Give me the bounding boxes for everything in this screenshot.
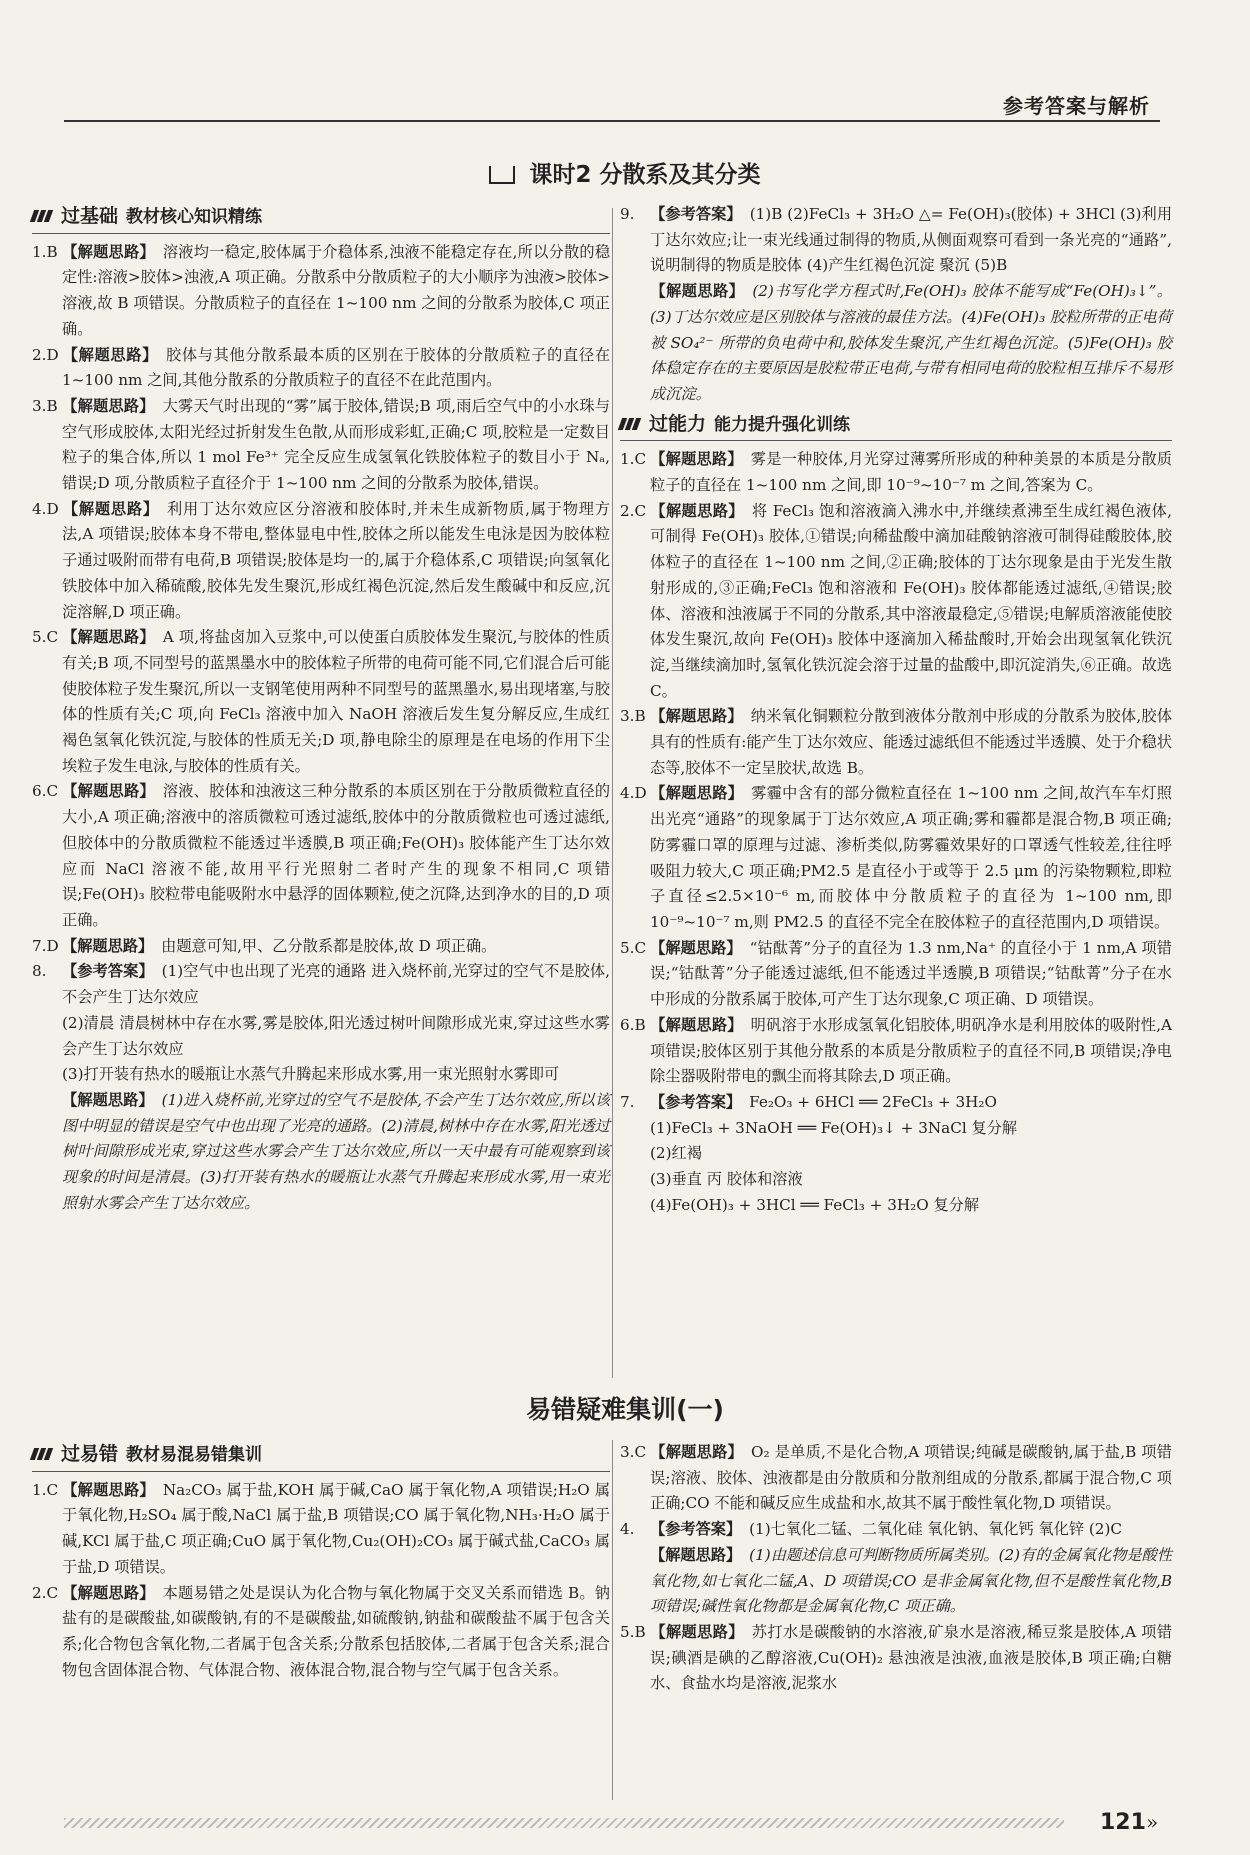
item-tag: 【解题思路】: [650, 1622, 744, 1641]
band-bars-icon: [32, 1442, 53, 1468]
item-text: 雾霾中含有的部分微粒直径在 1~100 nm 之间,故汽车车灯照出光亮“通路”的现象属于丁达尔效应,A 项正确;雾和霾都是混合物,B 项正确;防雾霾口罩的原理与过滤、渗析类似,防雾霾效果好的口罩透气性较差,往往呼吸阻力较大,C 项正确;PM2.5 是直径小于或等于 2.5 μm 的污染物颗粒,即粒子直径≤2.5×10⁻⁶ m,而胶体中分散质粒子的直径为 1~100 nm,即 10⁻⁹~10⁻⁷ m,则 PM2.5 的直径不完全在胶体粒子的直径范围内,D 项错误。: [650, 784, 1172, 931]
item-tag: 【解题思路】: [650, 282, 745, 301]
item-text: 本题易错之处是误认为化合物与氧化物属于交叉关系而错选 B。钠盐有的是碳酸盐,如碳酸钠,有的不是碳酸盐,如硫酸钠,钠盐和碳酸盐不属于包含关系;化合物包含氧化物,二者属于包含关系;分散系包括胶体,二者属于包含关系;混合物包含固体混合物、气体混合物、液体混合物,混合物与空气属于包含关系。: [62, 1583, 610, 1679]
page-footer: [64, 1810, 1164, 1836]
answer-item: [620, 781, 1172, 935]
item-number: 5.B: [620, 1622, 646, 1641]
answer-item: [620, 1543, 1172, 1620]
right-column-2: [620, 1440, 1172, 1697]
item-number: 1.C: [32, 1480, 59, 1499]
right-answer-list-b: [620, 447, 1172, 1218]
item-number: 5.C: [620, 938, 647, 957]
page-header: [64, 82, 1160, 122]
answer-item: [32, 625, 610, 779]
item-text: (2)书写化学方程式时,Fe(OH)₃ 胶体不能写成“Fe(OH)₃↓”。(3)丁达尔效应是区别胶体与溶液的最佳方法。(4)Fe(OH)₃ 胶粒所带的正电荷被 SO₄²⁻ 所带的负电荷中和,胶体发生聚沉,产生红褐色沉淀。(5)Fe(OH)₃ 胶体稳定存在的主要原因是胶粒带正电荷,与带有相同电荷的胶粒相互排斥不易形成沉淀。: [650, 282, 1172, 403]
answer-item: [620, 279, 1172, 408]
band-error-sub: 教材易混易错集训: [126, 1445, 263, 1465]
item-text: 利用丁达尔效应区分溶液和胶体时,并未生成新物质,属于物理方法,A 项错误;胶体本身不带电,整体显电中性,胶体之所以能发生电泳是因为胶体粒子通过吸附而带有电荷,B 项错误;胶体是均一的,属于介稳体系,C 项错误;向氢氧化铁胶体中加入稀硫酸,胶体先发生聚沉,形成红褐色沉淀,然后发生酸碱中和反应,沉淀溶解,D 项正确。: [62, 499, 611, 621]
item-text: 溶液、胶体和浊液这三种分散系的本质区别在于分散质微粒直径的大小,A 项正确;溶液中的溶质微粒可透过滤纸,胶体中的分散质微粒也可透过滤纸,但胶体中的分散质微粒不能透过半透膜,B 项正确;Fe(OH)₃ 胶体能产生丁达尔效应而 NaCl 溶液不能,故用平行光照射二者时产生的现象不相同,C 项错误;Fe(OH)₃ 胶粒带电能吸附水中悬浮的固体颗粒,使之沉降,达到净水的目的,D 项正确。: [62, 782, 611, 929]
item-number: 4.: [620, 1520, 635, 1539]
item-text: 由题意可知,甲、乙分散系都是胶体,故 D 项正确。: [161, 936, 497, 955]
item-tag: 【解题思路】: [62, 242, 155, 261]
item-text: (1)空气中也出现了光亮的通路 进入烧杯前,光穿过的空气不是胶体,不会产生丁达尔效应: [62, 962, 611, 1007]
column-divider: [612, 208, 613, 1378]
item-text: 大雾天气时出现的“雾”属于胶体,错误;B 项,雨后空气中的小水珠与空气形成胶体,太阳光经过折射发生色散,从而形成彩虹,正确;C 项,胶粒是一定数目粒子的集合体,所以 1 mol Fe³⁺ 完全反应生成氢氧化铁胶体粒子的数目小于 Nₐ,错误;D 项,分散质粒子直径介于 1~100 nm 之间的分散系为胶体,错误。: [62, 396, 611, 493]
item-number: 3.B: [32, 396, 58, 415]
answer-item: [620, 704, 1172, 781]
item-text: (1)B (2)FeCl₃ + 3H₂O △= Fe(OH)₃(胶体) + 3HCl (3)利用丁达尔效应;让一束光线通过制得的物质,从侧面观察可看到一条光亮的“通路”,说明制得的物质是胶体 (4)产生红褐色沉淀 聚沉 (5)B: [650, 205, 1173, 275]
column-divider-2: [612, 1440, 613, 1800]
item-number: 6.C: [32, 782, 59, 801]
item-number: 5.C: [32, 628, 59, 647]
item-text: (1)FeCl₃ + 3NaOH ══ Fe(OH)₃↓ + 3NaCl 复分解: [650, 1118, 1018, 1137]
answer-item: [620, 1167, 1172, 1193]
left-answer-list: [32, 240, 610, 1217]
item-number: 7.: [620, 1092, 635, 1111]
item-number: 6.B: [620, 1015, 646, 1034]
lesson-title: [0, 156, 1250, 189]
item-tag: 【解题思路】: [62, 782, 155, 801]
answer-item: [620, 1620, 1172, 1697]
answer-item: [32, 497, 610, 626]
band-error-label: 过易错: [61, 1443, 119, 1465]
item-tag: 【解题思路】: [62, 345, 158, 364]
item-number: 9.: [620, 205, 635, 223]
item-tag: 【解题思路】: [62, 628, 155, 647]
answer-item: [32, 1011, 610, 1062]
item-text: (1)七氧化二锰、二氧化硅 氧化钠、氧化钙 氧化锌 (2)C: [749, 1520, 1123, 1539]
item-number: 2.D: [32, 345, 59, 364]
band-error: [32, 1442, 610, 1472]
item-text: (1)进入烧杯前,光穿过的空气不是胶体,不会产生丁达尔效应,所以该图中明显的错误是空气中也出现了光亮的通路。(2)清晨,树林中存在水雾,阳光透过树叶间隙形成光束,穿过这些水雾会产生丁达尔效应,所以一天中最有可能观察到该现象的时间是清晨。(3)打开装有热水的暖瓶让水蒸气升腾起来形成水雾,用一束光照射水雾会产生丁达尔效应。: [62, 1090, 611, 1212]
answer-item: [32, 343, 610, 394]
answer-item: [620, 1193, 1172, 1219]
item-number: 3.B: [620, 707, 646, 726]
section-title: 易错疑难集训(一): [526, 1395, 724, 1424]
answer-item: [32, 934, 610, 960]
answer-item: [32, 959, 610, 1010]
item-text: 溶液均一稳定,胶体属于介稳体系,浊液不能稳定存在,所以分散的稳定性:溶液>胶体>浊液,A 项正确。分散系中分散质粒子的大小顺序为浊液>胶体>溶液,故 B 项错误。分散质粒子的直径在 1~100 nm 之间的分散系为胶体,C 项正确。: [62, 242, 611, 338]
item-tag: 【解题思路】: [62, 1090, 154, 1109]
item-number: 4.D: [32, 499, 59, 518]
answer-item: [32, 394, 610, 497]
answer-item: [620, 1116, 1172, 1142]
answer-item: [620, 1517, 1172, 1543]
band-bars-icon: [32, 204, 53, 230]
right2-answer-list: [620, 1440, 1172, 1697]
item-tag: 【解题思路】: [650, 1443, 744, 1461]
item-number: 4.D: [620, 784, 647, 803]
answer-item: [620, 499, 1172, 705]
item-text: 将 FeCl₃ 饱和溶液滴入沸水中,并继续煮沸至生成红褐色液体,可制得 Fe(OH)₃ 胶体,①错误;向稀盐酸中滴加硅酸钠溶液可制得硅酸胶体,胶体粒子的直径在 1~100 nm 之间,②正确;胶体的丁达尔现象是由于光发生散射形成的,③正确;FeCl₃ 饱和溶液和 Fe(OH)₃ 胶体都能透过滤纸,④错误;胶体、溶液和浊液属于不同的分散系,其中溶液最稳定,⑤错误;电解质溶液能使胶体发生聚沉,故向 Fe(OH)₃ 胶体中逐滴加入稀盐酸时,开始会出现氢氧化铁沉淀,当继续滴加时,氢氧化铁沉淀会溶于过量的盐酸中,即沉淀消失,⑥正确。故选 C。: [650, 501, 1173, 700]
item-tag: 【解题思路】: [650, 501, 744, 520]
answer-item: [32, 1088, 610, 1217]
footer-hatch: [64, 1818, 1064, 1828]
item-text: (4)Fe(OH)₃ + 3HCl ══ FeCl₃ + 3H₂O 复分解: [650, 1195, 980, 1214]
band-basic: [32, 204, 610, 234]
band-bars-icon: [620, 412, 641, 438]
left-column-2: [32, 1440, 610, 1683]
item-text: (1)由题述信息可判断物质所属类别。(2)有的金属氧化物是酸性氧化物,如七氧化二锰,A、D 项错误;CO 是非金属氧化物,但不是酸性氧化物,B 项错误;碱性氧化物都是金属氧化物,C 项正确。: [650, 1545, 1173, 1616]
item-number: 1.B: [32, 242, 58, 261]
right-column: [620, 202, 1172, 1218]
next-arrow-icon: »: [1146, 1810, 1159, 1834]
item-tag: 【参考答案】: [650, 1520, 742, 1539]
item-text: O₂ 是单质,不是化合物,A 项错误;纯碱是碳酸钠,属于盐,B 项错误;溶液、胶体、浊液都是由分散质和分散剂组成的分散系,都属于混合物,C 项正确;CO 不能和碱反应生成盐和水,故其不属于酸性氧化物,D 项错误。: [650, 1443, 1172, 1513]
item-tag: 【解题思路】: [650, 1545, 742, 1564]
answer-item: [620, 936, 1172, 1013]
right-answer-list: [620, 202, 1172, 408]
item-number: 1.C: [620, 450, 647, 469]
answer-item: [32, 1062, 610, 1088]
band-basic-sub: 教材核心知识精练: [126, 207, 263, 227]
item-text: 雾是一种胶体,月光穿过薄雾所形成的种种美景的本质是分散质粒子的直径在 1~100 nm 之间,即 10⁻⁹~10⁻⁷ m 之间,答案为 C。: [650, 450, 1173, 495]
answer-item: [620, 1090, 1172, 1116]
item-text: (3)打开装有热水的暖瓶让水蒸气升腾起来形成水雾,用一束光照射水雾即可: [62, 1065, 560, 1084]
item-tag: 【解题思路】: [650, 784, 744, 803]
item-text: A 项,将盐卤加入豆浆中,可以使蛋白质胶体发生聚沉,与胶体的性质有关;B 项,不同型号的蓝黑墨水中的胶体粒子所带的电荷可能不同,它们混合后可能使胶体粒子发生聚沉,所以一支钢笔使用两种不同型号的蓝黑墨水,易出现堵塞,与胶体的性质有关;C 项,向 FeCl₃ 溶液中加入 NaOH 溶液后发生复分解反应,生成红褐色氢氧化铁沉淀,与胶体的性质无关;D 项,静电除尘的原理是在电场的作用下尘埃粒子发生电泳,与胶体的性质有关。: [62, 628, 611, 775]
item-tag: 【解题思路】: [62, 1480, 155, 1499]
left2-answer-list: [32, 1478, 610, 1684]
item-tag: 【解题思路】: [62, 396, 155, 415]
item-tag: 【参考答案】: [650, 1092, 742, 1111]
item-tag: 【参考答案】: [650, 205, 742, 223]
item-tag: 【解题思路】: [650, 707, 743, 726]
item-text: “钴酞菁”分子的直径为 1.3 nm,Na⁺ 的直径小于 1 nm,A 项错误;“钴酞菁”分子能透过滤纸,但不能透过半透膜,B 项错误;“钴酞菁”分子在水中形成的分散系属于胶体,可产生丁达尔现象,C 项正确、D 项错误。: [650, 938, 1172, 1009]
item-number: 8.: [32, 962, 47, 981]
item-text: 纳米氧化铜颗粒分散到液体分散剂中形成的分散系为胶体,胶体具有的性质有:能产生丁达尔效应、能透过滤纸但不能透过半透膜、处于介稳状态等,胶体不一定呈胶状,故选 B。: [650, 707, 1173, 777]
item-text: 胶体与其他分散系最本质的区别在于胶体的分散质粒子的直径在 1~100 nm 之间,其他分散系的分散质粒子的直径不在此范围内。: [62, 345, 611, 390]
lesson-title-text: 课时2 分散系及其分类: [529, 162, 761, 188]
item-tag: 【解题思路】: [62, 499, 159, 518]
answer-item: [32, 1581, 610, 1684]
header-title: 参考答案与解析: [1003, 94, 1150, 118]
band-ability: [620, 412, 1172, 442]
item-number: 2.C: [620, 501, 647, 520]
answer-item: [32, 779, 610, 933]
band-ability-sub: 能力提升强化训练: [714, 414, 851, 435]
item-tag: 【解题思路】: [650, 938, 742, 957]
answer-item: [620, 1013, 1172, 1090]
item-text: 明矾溶于水形成氢氧化铝胶体,明矾净水是利用胶体的吸附性,A 项错误;胶体区别于其他分散系的本质是分散质粒子的直径不同,B 项错误;净电除尘器吸附带电的飘尘而将其除去,D 项正确。: [650, 1015, 1173, 1086]
item-tag: 【解题思路】: [62, 936, 154, 955]
item-text: Na₂CO₃ 属于盐,KOH 属于碱,CaO 属于氧化物,A 项错误;H₂O 属于氧化物,H₂SO₄ 属于酸,NaCl 属于盐,B 项错误;CO 属于氧化物,NH₃·H₂O 属于碱,KCl 属于盐,C 项正确;CuO 属于氧化物,Cu₂(OH)₂CO₃ 属于碱式盐,CaCO₃ 属于盐,D 项错误。: [62, 1480, 611, 1576]
item-tag: 【参考答案】: [62, 962, 154, 981]
band-basic-label: 过基础: [61, 205, 119, 227]
item-text: (2)红褐: [650, 1144, 702, 1163]
item-text: (3)垂直 丙 胶体和溶液: [650, 1170, 803, 1189]
item-text: 苏打水是碳酸钠的水溶液,矿泉水是溶液,稀豆浆是胶体,A 项错误;碘酒是碘的乙醇溶液,Cu(OH)₂ 悬浊液是浊液,血液是胶体,B 项正确;白糖水、食盐水均是溶液,泥浆水: [650, 1622, 1173, 1693]
item-text: Fe₂O₃ + 6HCl ══ 2FeCl₃ + 3H₂O: [749, 1092, 997, 1111]
item-tag: 【解题思路】: [650, 450, 743, 469]
band-ability-label: 过能力: [649, 412, 707, 435]
left-column: [32, 202, 610, 1216]
answer-item: [620, 1141, 1172, 1167]
answer-item: [620, 202, 1172, 279]
item-number: 2.C: [32, 1583, 59, 1602]
item-number: 7.D: [32, 936, 59, 955]
item-text: (2)清晨 清晨树林中存在水雾,雾是胶体,阳光透过树叶间隙形成光束,穿过这些水雾会产生丁达尔效应: [62, 1013, 610, 1058]
item-tag: 【解题思路】: [62, 1583, 155, 1602]
answer-item: [620, 1440, 1172, 1517]
item-tag: 【解题思路】: [650, 1015, 743, 1034]
item-number: 3.C: [620, 1443, 647, 1461]
answer-item: [32, 240, 610, 343]
page-number: 121: [1100, 1810, 1146, 1835]
lesson-icon: [489, 166, 515, 184]
answer-item: [32, 1478, 610, 1581]
answer-item: [620, 447, 1172, 498]
